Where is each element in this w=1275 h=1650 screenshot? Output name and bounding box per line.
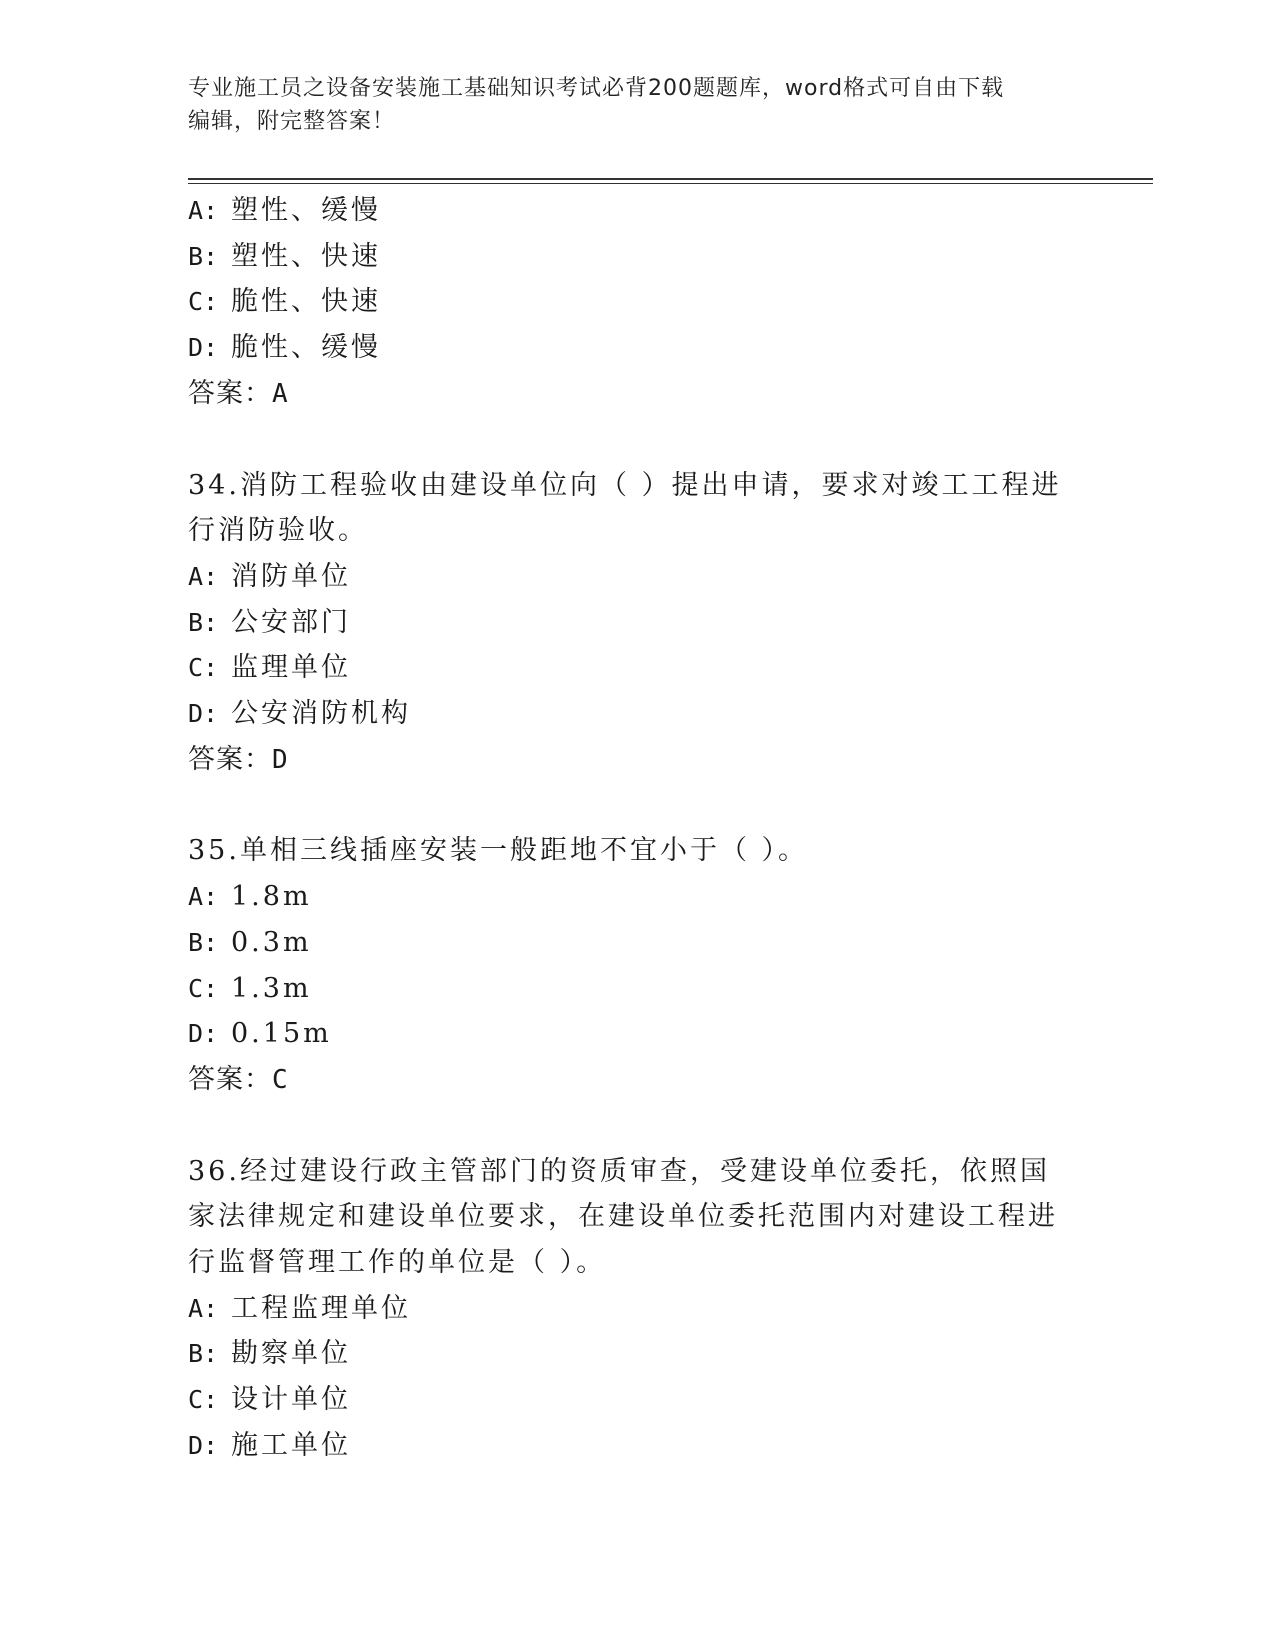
option-letter: C:: [188, 653, 219, 683]
option-text: 设计单位: [231, 1384, 351, 1416]
option-text: 勘察单位: [231, 1338, 351, 1370]
option-text: 脆性、快速: [231, 286, 381, 318]
option-text: 塑性、快速: [231, 240, 381, 272]
q36-question-text: 36.经过建设行政主管部门的资质审查，受建设单位委托，依照国家法律规定和建设单位要求，在建设单位委托范围内对建设工程进行监督管理工作的单位是（ ）。: [188, 1155, 1058, 1279]
answer-label: 答案：: [188, 743, 272, 775]
option-letter: B:: [188, 1339, 219, 1369]
answer-value: D: [272, 744, 289, 775]
header-line-2: 编辑，附完整答案！: [188, 109, 396, 134]
option-letter: A:: [188, 196, 219, 225]
option-text: 公安消防机构: [231, 698, 411, 730]
q34-option-c: [188, 645, 1088, 691]
q34-option-d: [188, 691, 1088, 737]
answer-value: A: [272, 378, 289, 409]
q34-question-text: 34.消防工程验收由建设单位向（ ）提出申请，要求对竣工工程进行消防验收。: [188, 469, 1062, 547]
option-text: 塑性、缓慢: [231, 195, 381, 226]
q34-option-a: [188, 554, 1088, 600]
option-letter: D:: [188, 699, 219, 729]
option-letter: A:: [188, 1293, 219, 1323]
option-text: 公安部门: [231, 606, 351, 638]
option-letter: A:: [188, 561, 219, 591]
option-letter: B:: [188, 607, 219, 637]
q36-option-d: [188, 1423, 1088, 1469]
option-text: 施工单位: [231, 1429, 351, 1461]
option-letter: B:: [188, 241, 219, 271]
q36-option-a: [188, 1286, 1088, 1332]
q35-option-c: [188, 966, 1088, 1012]
option-text: 0.15m: [231, 1018, 332, 1050]
question-35-block: [188, 828, 1088, 1103]
q34-option-b: [188, 600, 1088, 646]
option-text: 消防单位: [231, 560, 351, 592]
option-text: 1.8m: [231, 881, 312, 913]
q33-option-d: [188, 325, 1088, 371]
q33-option-b: [188, 234, 1088, 280]
q35-answer: [188, 1057, 1088, 1104]
option-letter: D:: [188, 1019, 219, 1049]
option-letter: C:: [188, 287, 219, 317]
option-text: 1.3m: [231, 972, 312, 1004]
answer-value: C: [272, 1064, 289, 1095]
option-text: 0.3m: [231, 926, 312, 958]
q35-option-d: [188, 1011, 1088, 1057]
q34-answer: [188, 737, 1088, 784]
option-text: 工程监理单位: [231, 1292, 411, 1324]
q33-option-c: [188, 279, 1088, 325]
option-text: 脆性、缓慢: [231, 332, 381, 364]
q36-option-b: [188, 1331, 1088, 1377]
question-36-block: [188, 1149, 1088, 1469]
answer-label: 答案：: [188, 1063, 272, 1095]
option-text: 监理单位: [231, 652, 351, 684]
q33-option-a: [188, 188, 1088, 234]
option-letter: C:: [188, 1385, 219, 1415]
header-line-1: 专业施工员之设备安装施工基础知识考试必背200题题库，word格式可自由下载: [188, 76, 1005, 101]
option-letter: B:: [188, 927, 219, 957]
option-letter: C:: [188, 973, 219, 1003]
answer-label: 答案：: [188, 377, 272, 409]
q35-question-text: 35.单相三线插座安装一般距地不宜小于（ ）。: [188, 835, 809, 867]
header-divider-thick: [188, 178, 1153, 180]
q33-answer: [188, 371, 1088, 418]
option-letter: D:: [188, 333, 219, 363]
document-body: [188, 188, 1088, 1469]
option-letter: D:: [188, 1430, 219, 1460]
question-34-block: [188, 463, 1088, 784]
question-33-block: [188, 188, 1088, 418]
q36-option-c: [188, 1377, 1088, 1423]
q35-option-a: [188, 874, 1088, 920]
header-divider-thin: [188, 183, 1153, 184]
document-header: [188, 72, 1088, 138]
q35-option-b: [188, 920, 1088, 966]
option-letter: A:: [188, 882, 219, 912]
